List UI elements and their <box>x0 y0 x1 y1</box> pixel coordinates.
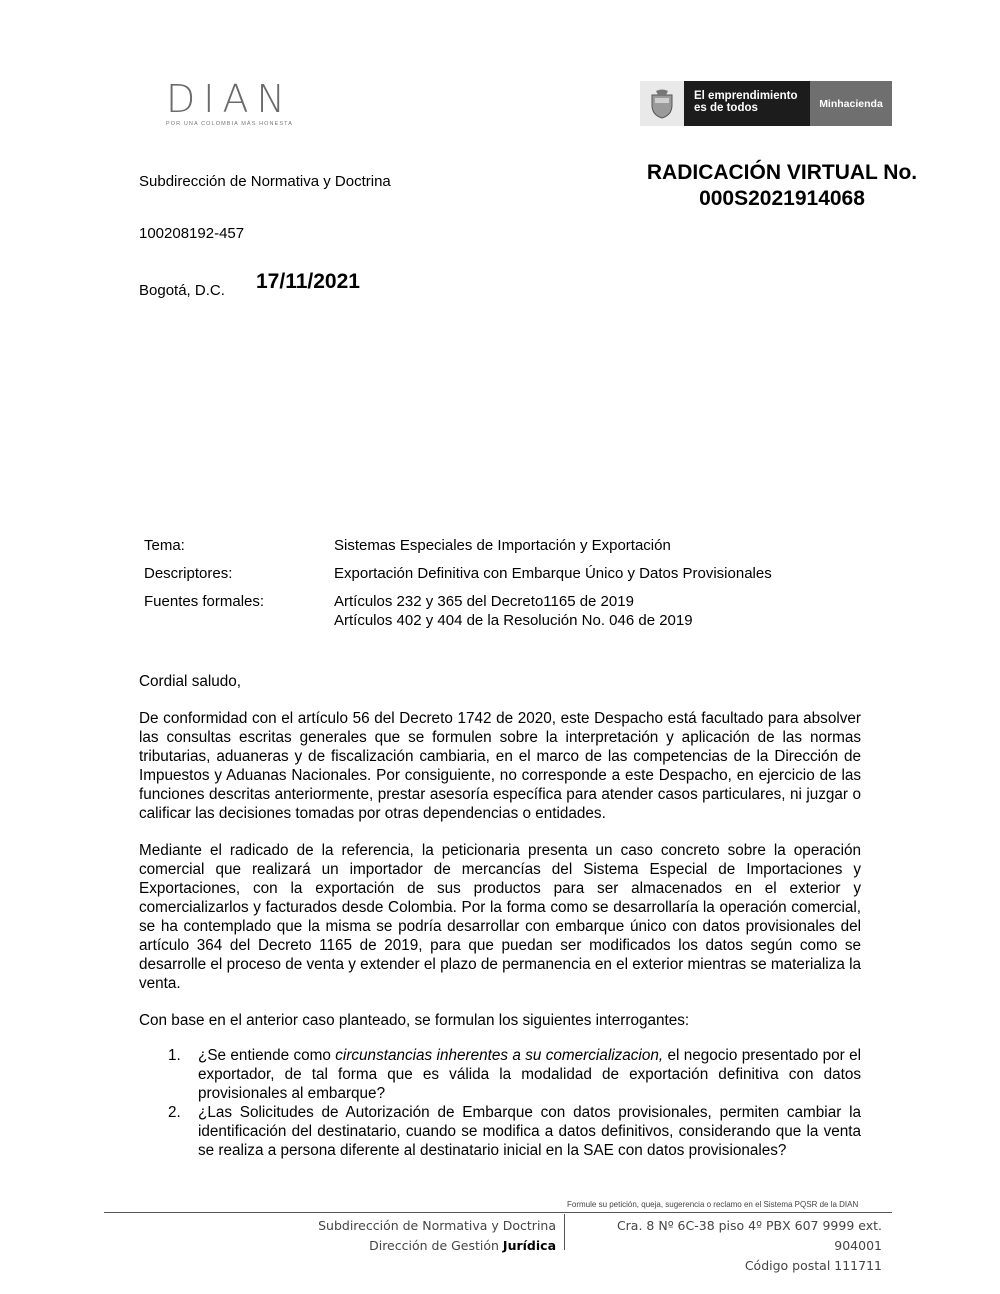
dian-logo-tagline: POR UNA COLOMBIA MÁS HONESTA <box>166 121 293 127</box>
descriptores-label: Descriptores: <box>144 565 233 582</box>
question-number: 2. <box>168 1104 181 1121</box>
descriptores-value: Exportación Definitiva con Embarque Único y Datos Provisionales <box>334 565 772 582</box>
tema-label: Tema: <box>144 537 185 554</box>
question-text-post: el negocio presentado por el exportador, de tal forma que es válida la modalidad de exportación definitiva con datos provisionales al embarque? <box>198 1047 861 1102</box>
dian-logo <box>166 77 326 130</box>
fuentes-value <box>334 592 854 630</box>
question-text: ¿Las Solicitudes de Autorización de Embarque con datos provisionales, permiten cambiar la identificación del destinatario, cuando se modifica a datos definitivos, considerando que la venta se realiza a persona diferente al destinatario inicial en la SAE con datos provisionales? <box>198 1104 861 1159</box>
letter-body <box>139 672 861 1160</box>
gov-logo-slogan: El emprendimiento es de todos <box>684 81 810 126</box>
list-item <box>139 1103 861 1160</box>
tema-value: Sistemas Especiales de Importación y Exportación <box>334 537 671 554</box>
footer-vertical-divider <box>564 1214 565 1250</box>
footer-divider <box>104 1212 892 1213</box>
subdireccion-heading: Subdirección de Normativa y Doctrina <box>139 173 391 190</box>
radicado-label: RADICACIÓN VIRTUAL No. <box>646 161 918 184</box>
radicado-block <box>612 160 952 212</box>
city: Bogotá, D.C. <box>139 282 225 299</box>
gov-logo-brand: Minhacienda <box>810 81 892 126</box>
paragraph-questions-intro: Con base en el anterior caso planteado, se formulan los siguientes interrogantes: <box>139 1012 690 1029</box>
dian-logo-text: DIAN <box>166 77 293 121</box>
fuentes-value-line-2: Artículos 402 y 404 de la Resolución No. 046 de 2019 <box>334 612 693 629</box>
topic-row-tema <box>144 536 854 555</box>
footer-address-line-2: Código postal 111711 <box>744 1258 882 1273</box>
topics-table <box>144 536 854 639</box>
topic-row-fuentes <box>144 592 854 630</box>
fuentes-label: Fuentes formales: <box>144 593 265 610</box>
reference-number: 100208192-457 <box>139 225 245 242</box>
document-date: 17/11/2021 <box>256 270 360 293</box>
paragraph-competence: De conformidad con el artículo 56 del Decreto 1742 de 2020, este Despacho está facultado para absolver las consultas escritas generales que se formulen sobre la interpretación y aplicación de las normas tributarias, aduaneras y de fiscalización cambiaria, en el marco de las competencias de la Dirección de Impuestos y Aduanas Nacionales. Por consiguiente, no corresponde a este Despacho, en ejercicio de las funciones descritas anteriormente, prestar asesoría específica para atender casos particulares, ni juzgar o calificar las decisiones tomadas por otras dependencias o entidades. <box>139 710 861 822</box>
footer-office-prefix: Dirección de Gestión <box>369 1238 503 1253</box>
list-item <box>139 1046 861 1103</box>
footer-address-line-1: Cra. 8 Nº 6C-38 piso 4º PBX 607 9999 ext. 904001 <box>616 1218 882 1253</box>
question-number: 1. <box>168 1047 181 1064</box>
question-text <box>198 1046 861 1103</box>
question-text-pre: ¿Se entiende como <box>198 1047 336 1064</box>
footer-address <box>578 1216 882 1276</box>
footer-office-strong: Jurídica <box>502 1238 556 1253</box>
footer-office-line-1: Subdirección de Normativa y Doctrina <box>318 1218 556 1233</box>
paragraph-case: Mediante el radicado de la referencia, la peticionaria presenta un caso concreto sobre la operación comercial que realizará un importador de mercancías del Sistema Especial de Importaciones y Exportaciones, con la exportación de sus productos para ser almacenados en el exterior y comercializarlos y facturados desde Colombia. Por la forma como se desarrollaría la operación comercial, se ha contemplado que la misma se podría desarrollar con embarque único con datos provisionales del artículo 364 del Decreto 1165 de 2019, para que puedan ser modificados los datos según como se desarrolle el proceso de venta y extender el plazo de permanencia en el exterior mientras se materializa la venta. <box>139 842 861 992</box>
footer-office-line-2 <box>300 1236 556 1256</box>
footer-pqsr-note: Formule su petición, queja, sugerencia o reclamo en el Sistema PQSR de la DIAN <box>567 1200 859 1209</box>
footer-office <box>300 1216 556 1256</box>
questions-list <box>139 1046 861 1160</box>
topic-row-descriptores <box>144 564 854 583</box>
greeting: Cordial saludo, <box>139 673 242 690</box>
question-text-italic: circunstancias inherentes a su comercializacion, <box>335 1047 664 1064</box>
coat-of-arms-icon <box>640 81 684 126</box>
radicado-number: 000S2021914068 <box>699 187 865 210</box>
fuentes-value-line-1: Artículos 232 y 365 del Decreto1165 de 2019 <box>334 593 634 610</box>
government-logo <box>640 81 892 126</box>
